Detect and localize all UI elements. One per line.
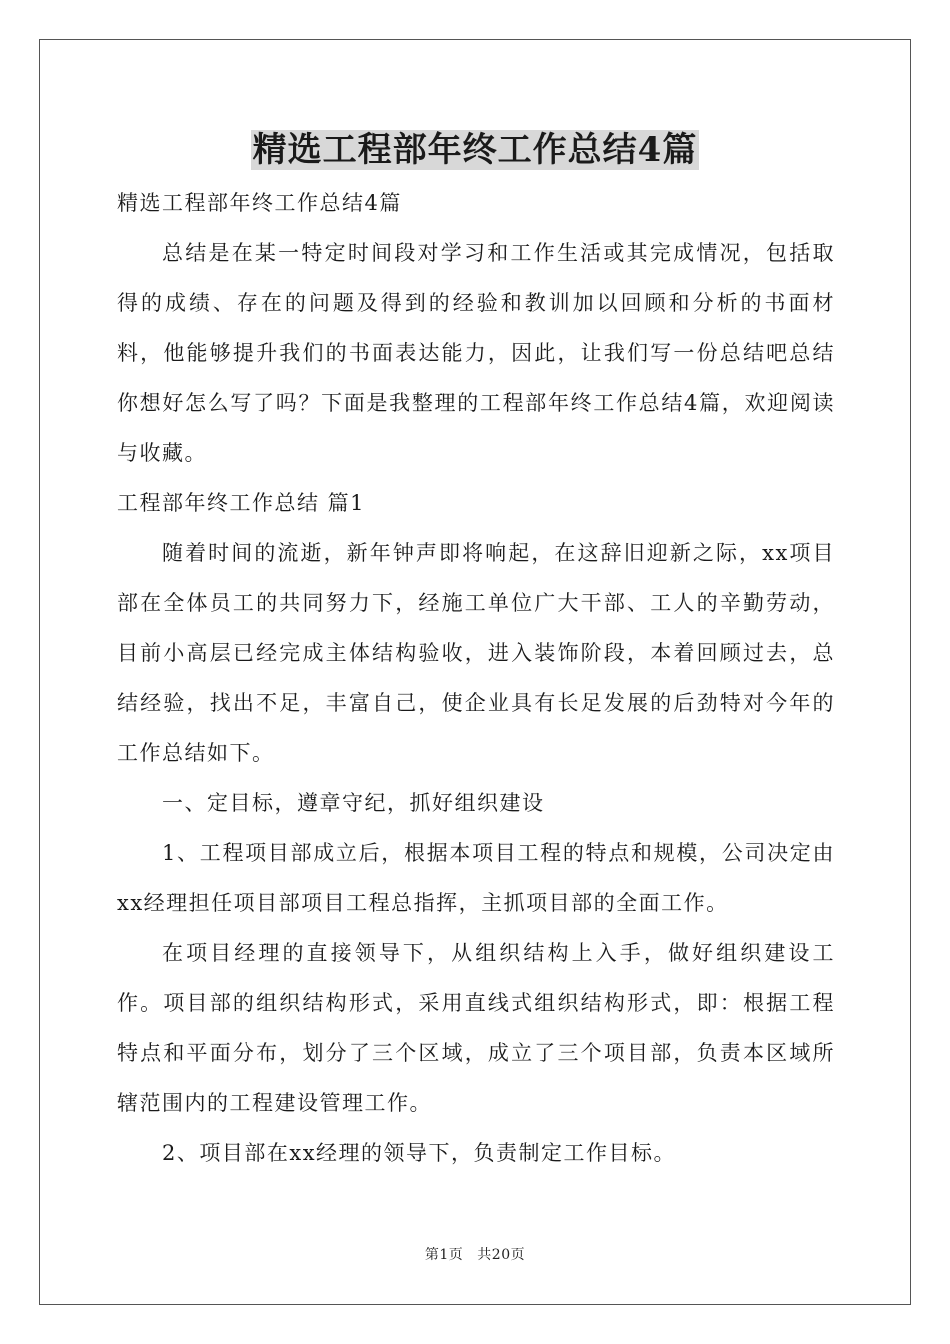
page-footer [0,1244,950,1264]
document-title-text: 精选工程部年终工作总结4篇 [252,130,698,170]
page-total: 共20页 [477,1247,526,1263]
document-body [117,178,835,1178]
document-title [0,124,950,176]
body-paragraph: 在项目经理的直接领导下，从组织结构上入手，做好组织建设工作。项目部的组织结构形式，采用直线式组织结构形式，即：根据工程特点和平面分布，划分了三个区域，成立了三个项目部，负责本区域所辖范围内的工程建设管理工作。 [117,941,835,1115]
page-number: 第1页 [424,1247,464,1263]
subtitle-paragraph: 精选工程部年终工作总结4篇 [117,191,402,215]
section-heading: 工程部年终工作总结 篇1 [117,491,366,515]
body-paragraph: 1、工程项目部成立后，根据本项目工程的特点和规模，公司决定由xx经理担任项目部项目工程总指挥，主抓项目部的全面工作。 [117,841,835,915]
body-paragraph: 2、项目部在xx经理的领导下，负责制定工作目标。 [162,1141,677,1165]
intro-paragraph: 总结是在某一特定时间段对学习和工作生活或其完成情况，包括取得的成绩、存在的问题及得到的经验和教训加以回顾和分析的书面材料，他能够提升我们的书面表达能力，因此，让我们写一份总结吧总结你想好怎么写了吗？下面是我整理的工程部年终工作总结4篇，欢迎阅读与收藏。 [117,241,835,465]
body-paragraph: 随着时间的流逝，新年钟声即将响起，在这辞旧迎新之际，xx项目部在全体员工的共同努力下，经施工单位广大干部、工人的辛勤劳动，目前小高层已经完成主体结构验收，进入装饰阶段，本着回顾过去，总结经验，找出不足，丰富自己，使企业具有长足发展的后劲特对今年的工作总结如下。 [117,541,835,765]
subsection-heading: 一、定目标，遵章守纪，抓好组织建设 [162,791,545,815]
